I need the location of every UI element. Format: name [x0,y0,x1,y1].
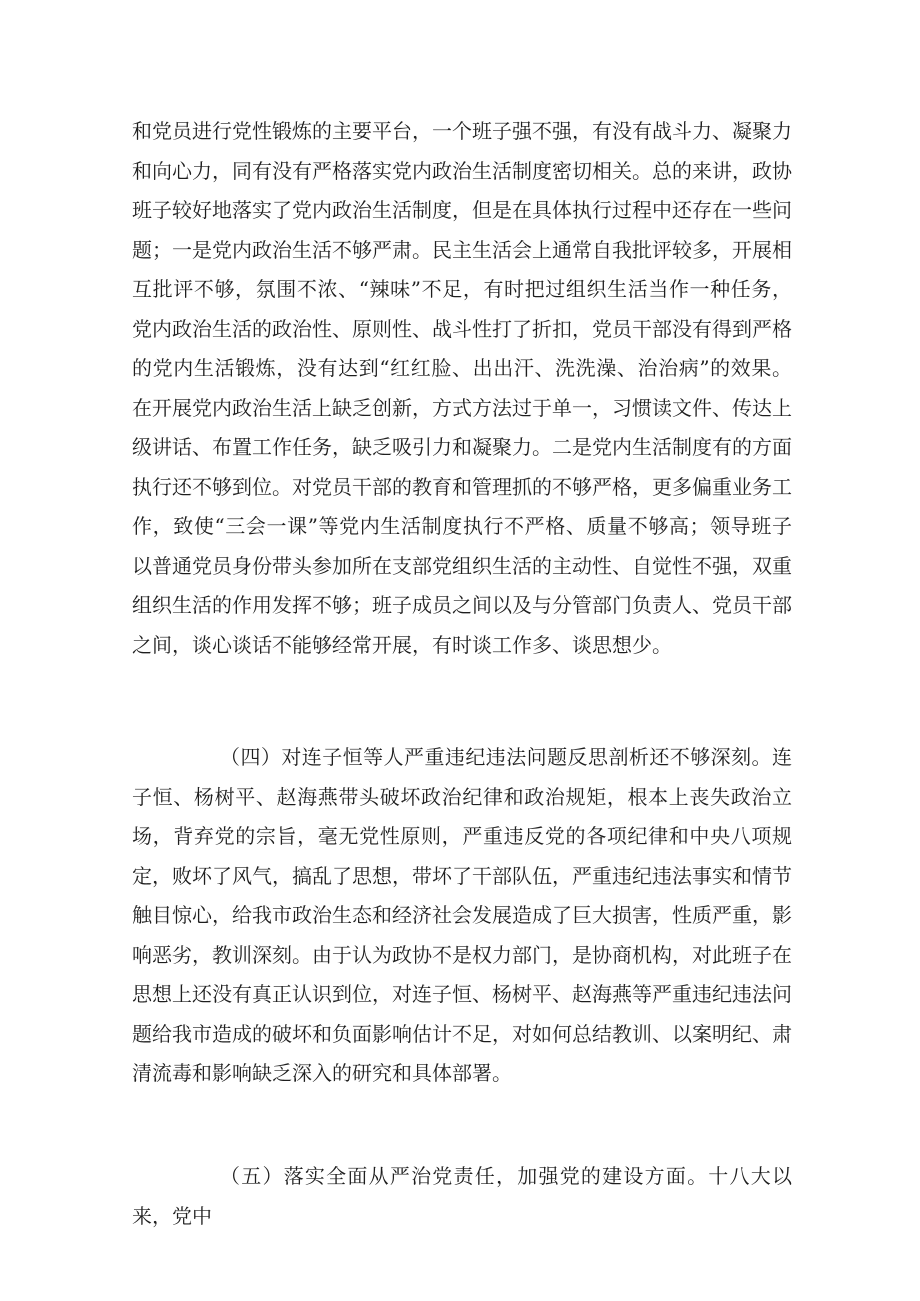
paragraph-section-four: （四）对连子恒等人严重违纪违法问题反思剖析还不够深刻。连子恒、杨树平、赵海燕带头破坏政治纪律和政治规矩，根本上丧失政治立场，背弃党的宗旨，毫无党性原则，严重违反党的各项纪律和中央八项规定，败坏了风气，搞乱了思想，带坏了干部队伍，严重违纪违法事实和情节触目惊心，给我市政治生态和经济社会发展造成了巨大损害，性质严重，影响恶劣，教训深刻。由于认为政协不是权力部门，是协商机构，对此班子在思想上还没有真正认识到位，对连子恒、杨树平、赵海燕等严重违纪违法问题给我市造成的破坏和负面影响估计不足，对如何总结教训、以案明纪、肃清流毒和影响缺乏深入的研究和具体部署。 [132,745,792,1085]
paragraph-section-five: （五）落实全面从严治党责任，加强党的建设方面。十八大以来，党中 [132,1164,792,1228]
paragraph-party-life: 和党员进行党性锻炼的主要平台，一个班子强不强，有没有战斗力、凝聚力和向心力，同有没有严格落实党内政治生活制度密切相关。总的来讲，政协班子较好地落实了党内政治生活制度，但是在具体执行过程中还存在一些问题；一是党内政治生活不够严肃。民主生活会上通常自我批评较多，开展相互批评不够，氛围不浓、“辣味”不足，有时把过组织生活当作一种任务，党内政治生活的政治性、原则性、战斗性打了折扣，党员干部没有得到严格的党内生活锻炼，没有达到“红红脸、出出汗、洗洗澡、治治病”的效果。在开展党内政治生活上缺乏创新，方式方法过于单一，习惯读文件、传达上级讲话、布置工作任务，缺乏吸引力和凝聚力。二是党内生活制度有的方面执行还不够到位。对党员干部的教育和管理抓的不够严格，更多偏重业务工作，致使“三会一课”等党内生活制度执行不严格、质量不够高；领导班子以普通党员身份带头参加所在支部党组织生活的主动性、自觉性不强，双重组织生活的作用发挥不够；班子成员之间以及与分管部门负责人、党员干部之间，谈心谈话不能够经常开展，有时谈工作多、谈思想少。 [132,119,792,657]
